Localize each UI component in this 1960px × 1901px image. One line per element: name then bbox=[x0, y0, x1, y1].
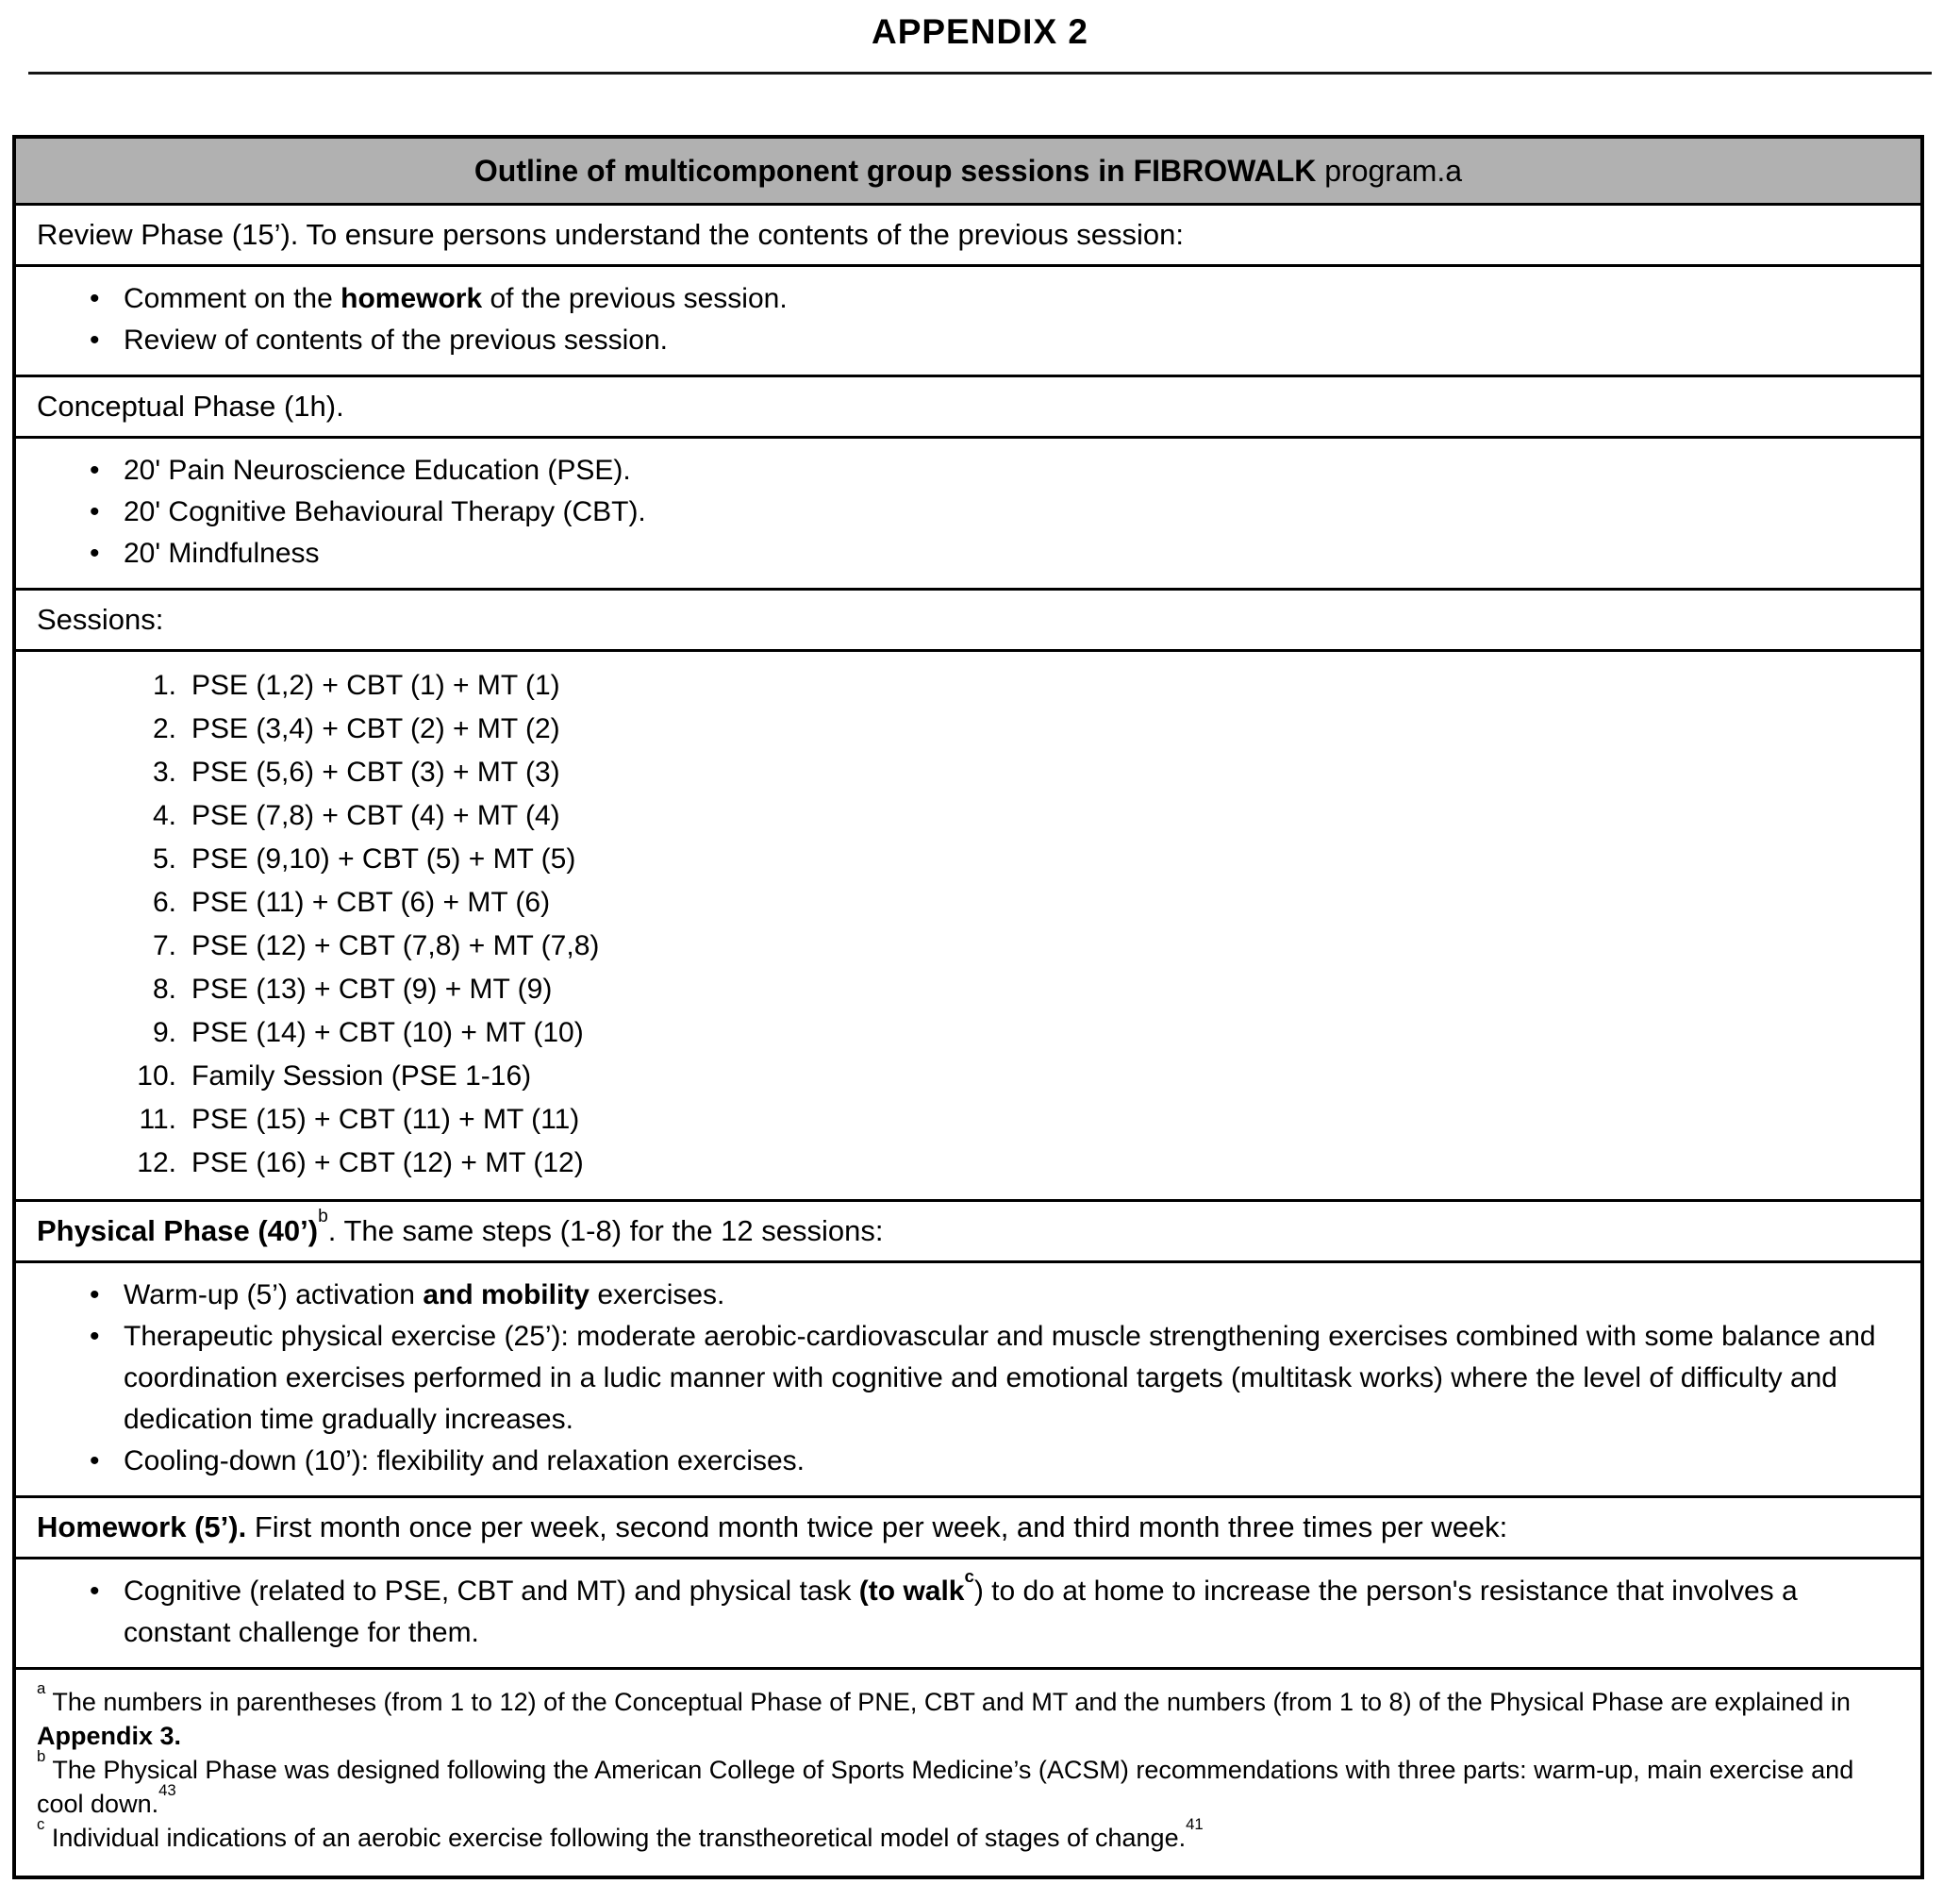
bullet-text-segment: Review of contents of the previous session. bbox=[124, 325, 668, 356]
session-item bbox=[16, 664, 1920, 708]
bullet-text bbox=[124, 278, 1896, 320]
footnote-marker: b bbox=[37, 1747, 46, 1766]
bullet-item bbox=[16, 492, 1896, 533]
session-number: 1. bbox=[152, 670, 176, 701]
bullet-text bbox=[124, 1275, 1896, 1316]
session-text: PSE (12) + CBT (7,8) + MT (7,8) bbox=[191, 930, 600, 961]
bullet-icon: • bbox=[90, 1279, 100, 1310]
bullet-bold-segment: (to walk bbox=[858, 1576, 965, 1607]
bullet-icon: • bbox=[90, 1321, 100, 1352]
bullet-icon: • bbox=[90, 538, 100, 569]
physical-phase-header bbox=[16, 1199, 1920, 1260]
session-item bbox=[16, 838, 1920, 881]
session-item bbox=[16, 881, 1920, 925]
conceptual-bullets bbox=[16, 436, 1920, 588]
sessions-list bbox=[16, 649, 1920, 1199]
session-text: PSE (14) + CBT (10) + MT (10) bbox=[191, 1017, 584, 1048]
session-number: 2. bbox=[152, 713, 176, 744]
session-number: 9. bbox=[152, 1017, 176, 1048]
sessions-header bbox=[16, 588, 1920, 649]
bullet-text-segment: exercises. bbox=[590, 1279, 725, 1310]
page-title: APPENDIX 2 bbox=[871, 12, 1088, 51]
session-text: PSE (13) + CBT (9) + MT (9) bbox=[191, 974, 553, 1005]
session-text: PSE (11) + CBT (6) + MT (6) bbox=[191, 887, 551, 918]
title-divider bbox=[28, 72, 1932, 75]
footnotes bbox=[16, 1667, 1920, 1876]
bullet-text bbox=[124, 1441, 1896, 1482]
table-caption-bold: Outline of multicomponent group sessions in FIBROWALK bbox=[473, 154, 1317, 188]
bullet-text-segment: Therapeutic physical exercise (25’): moderate aerobic-cardiovascular and muscle strengthening exercises combined with some balance and coordination exercises performed in a ludic manner with cognitive and emotional targets (multitask works) where the level of difficulty and dedication time gradually increases. bbox=[124, 1321, 1876, 1435]
table-caption bbox=[16, 139, 1920, 203]
bullet-text-bold: homework bbox=[341, 283, 483, 314]
session-number: 12. bbox=[137, 1147, 176, 1178]
bullet-text: 20' Mindfulness bbox=[124, 538, 320, 569]
session-item bbox=[16, 1055, 1920, 1098]
session-number: 7. bbox=[152, 930, 176, 961]
bullet-item bbox=[16, 1441, 1896, 1482]
session-text: PSE (3,4) + CBT (2) + MT (2) bbox=[191, 713, 560, 744]
session-item bbox=[16, 794, 1920, 838]
footnote-text: The numbers in parentheses (from 1 to 12) of the Conceptual Phase of PNE, CBT and MT and the numbers (from 1 to 8) of the Physical Phase are explained in bbox=[45, 1688, 1851, 1716]
session-text: PSE (5,6) + CBT (3) + MT (3) bbox=[191, 757, 560, 788]
footnote-a bbox=[37, 1679, 1898, 1753]
bullet-item bbox=[16, 278, 1896, 320]
session-item bbox=[16, 925, 1920, 968]
footnote-c bbox=[37, 1815, 1898, 1855]
session-number: 10. bbox=[137, 1060, 176, 1092]
session-item bbox=[16, 1011, 1920, 1055]
bullet-text-segment: Warm-up (5’) activation bbox=[124, 1279, 424, 1310]
bullet-item bbox=[16, 1316, 1896, 1441]
homework-header-bold: Homework (5’). bbox=[37, 1510, 247, 1543]
bullet-icon: • bbox=[90, 455, 100, 486]
bullet-icon: • bbox=[90, 325, 100, 356]
physical-phase-tail: . The same steps (1-8) for the 12 sessions: bbox=[327, 1214, 884, 1247]
bullet-item bbox=[16, 320, 1896, 361]
homework-header-tail: First month once per week, second month twice per week, and third month three times per week: bbox=[246, 1510, 1508, 1543]
footnote-b bbox=[37, 1747, 1898, 1821]
session-text: PSE (9,10) + CBT (5) + MT (5) bbox=[191, 843, 576, 875]
footnote-text: Individual indications of an aerobic exercise following the transtheoretical model of stages of change. bbox=[44, 1824, 1187, 1852]
bullet-text-segment: Cooling-down (10’): flexibility and relaxation exercises. bbox=[124, 1445, 806, 1476]
bullet-text-bold: and mobility bbox=[423, 1279, 590, 1310]
session-number: 5. bbox=[152, 843, 176, 875]
physical-phase-footnote-marker: b bbox=[318, 1207, 328, 1227]
bullet-item bbox=[16, 1565, 1896, 1654]
bullet-text: 20' Pain Neuroscience Education (PSE). bbox=[124, 455, 631, 486]
session-item bbox=[16, 708, 1920, 751]
bullet-text-segment: ) to do at home to increase the person's resistance that involves a constant challenge for them. bbox=[124, 1576, 1798, 1648]
session-item bbox=[16, 751, 1920, 794]
table-caption-tail: program.a bbox=[1316, 154, 1463, 188]
session-number: 8. bbox=[152, 974, 176, 1005]
review-phase-header bbox=[16, 203, 1920, 264]
physical-bullets bbox=[16, 1260, 1920, 1495]
session-item bbox=[16, 968, 1920, 1011]
bullet-text-bold bbox=[858, 1565, 974, 1607]
session-number: 6. bbox=[152, 887, 176, 918]
session-number: 4. bbox=[152, 800, 176, 831]
bullet-text-segment: Comment on the bbox=[124, 283, 341, 314]
session-item bbox=[16, 1098, 1920, 1142]
footnote-ref-number: 41 bbox=[1186, 1815, 1204, 1834]
session-item bbox=[16, 1142, 1920, 1185]
homework-header bbox=[16, 1495, 1920, 1557]
session-text: Family Session (PSE 1-16) bbox=[191, 1060, 532, 1092]
bullet-icon: • bbox=[90, 1445, 100, 1476]
bullet-item bbox=[16, 533, 1896, 575]
sessions-header-text: Sessions: bbox=[37, 603, 164, 636]
footnote-ref-number: 43 bbox=[158, 1781, 176, 1800]
fibrowalk-table bbox=[12, 135, 1924, 1879]
bullet-text: 20' Cognitive Behavioural Therapy (CBT). bbox=[124, 496, 646, 527]
footnote-marker: a bbox=[37, 1679, 46, 1698]
walk-footnote-marker: c bbox=[964, 1565, 974, 1586]
homework-bullets bbox=[16, 1557, 1920, 1667]
session-number: 11. bbox=[139, 1104, 176, 1135]
footnote-bold: Appendix 3. bbox=[37, 1722, 182, 1750]
bullet-text bbox=[124, 320, 1896, 361]
conceptual-phase-text: Conceptual Phase (1h). bbox=[37, 390, 344, 423]
conceptual-phase-header bbox=[16, 375, 1920, 436]
bullet-text-segment: Cognitive (related to PSE, CBT and MT) and physical task bbox=[124, 1576, 859, 1607]
bullet-text-segment: of the previous session. bbox=[482, 283, 788, 314]
session-number: 3. bbox=[152, 757, 176, 788]
bullet-text bbox=[124, 1565, 1896, 1654]
session-text: PSE (16) + CBT (12) + MT (12) bbox=[191, 1147, 584, 1178]
bullet-icon: • bbox=[90, 1576, 100, 1607]
session-text: PSE (7,8) + CBT (4) + MT (4) bbox=[191, 800, 560, 831]
review-bullets bbox=[16, 264, 1920, 375]
footnote-marker: c bbox=[37, 1815, 45, 1834]
bullet-text bbox=[124, 1316, 1896, 1441]
bullet-item bbox=[16, 450, 1896, 492]
physical-phase-bold: Physical Phase (40’) bbox=[37, 1214, 319, 1247]
bullet-item bbox=[16, 1275, 1896, 1316]
session-text: PSE (1,2) + CBT (1) + MT (1) bbox=[191, 670, 560, 701]
bullet-icon: • bbox=[90, 496, 100, 527]
footnote-text: The Physical Phase was designed following the American College of Sports Medicine’s (ACSM) recommendations with three parts: warm-up, main exercise and cool down. bbox=[37, 1756, 1854, 1818]
bullet-icon: • bbox=[90, 283, 100, 314]
review-phase-text: Review Phase (15’). To ensure persons understand the contents of the previous session: bbox=[37, 218, 1185, 251]
session-text: PSE (15) + CBT (11) + MT (11) bbox=[191, 1104, 580, 1135]
